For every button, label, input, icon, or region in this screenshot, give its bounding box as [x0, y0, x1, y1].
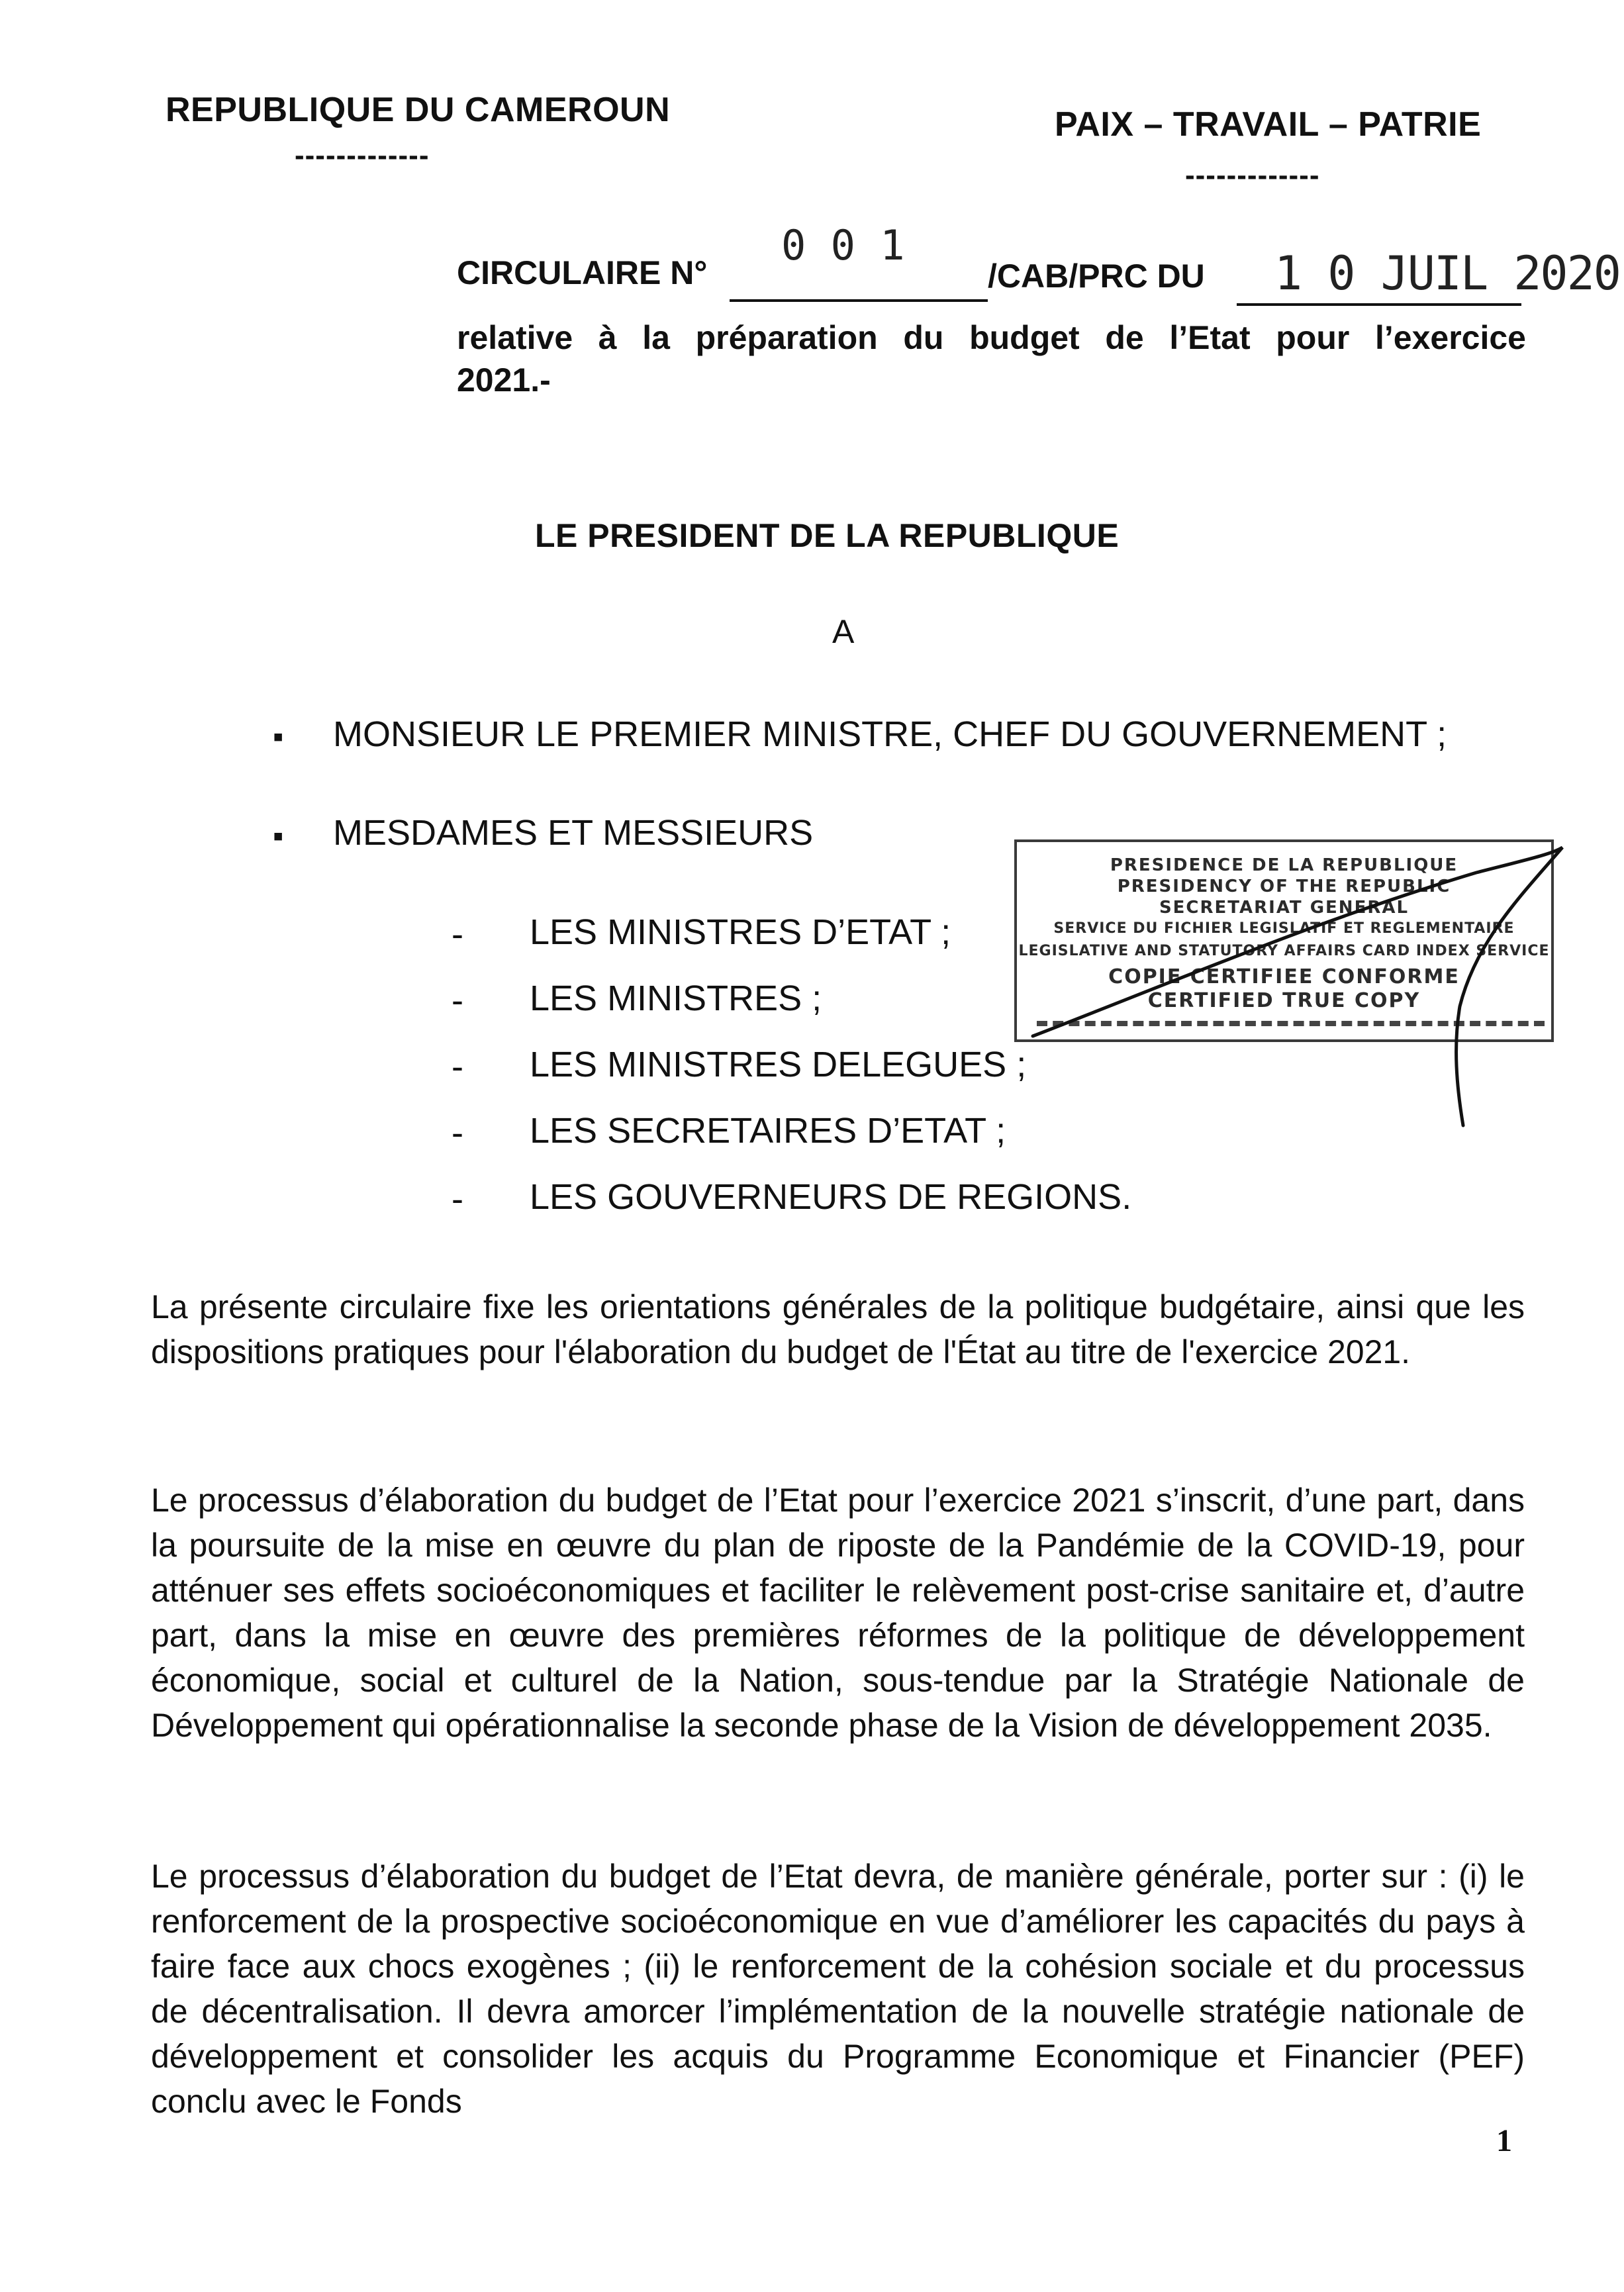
circular-number: 0 0 1 [781, 221, 905, 269]
header-motto: PAIX – TRAVAIL – PATRIE [1055, 105, 1482, 144]
header-republic: REPUBLIQUE DU CAMEROUN [166, 91, 671, 129]
header-right-dashes: ------------- [1185, 159, 1320, 191]
stamp-line-presidency: PRESIDENCY OF THE REPUBLIC [1117, 877, 1451, 896]
dash-4: - [452, 1113, 463, 1153]
header-left-dashes: ------------- [295, 139, 430, 171]
circular-subject-line2: 2021.- [457, 361, 551, 399]
certified-copy-stamp [1014, 839, 1554, 1042]
circular-middle: /CAB/PRC DU [988, 258, 1205, 295]
stamp-line-secretariat: SECRETARIAT GENERAL [1159, 898, 1409, 918]
dash-3: - [452, 1047, 463, 1086]
stamp-line-copie-conforme: COPIE CERTIFIEE CONFORME [1108, 965, 1460, 988]
recipient-ladies-gentlemen: MESDAMES ET MESSIEURS [333, 813, 814, 853]
stamp-line-service-en: LEGISLATIVE AND STATUTORY AFFAIRS CARD INDEX SERVICE [1018, 943, 1550, 959]
recipient-prime-minister: MONSIEUR LE PREMIER MINISTRE, CHEF DU GOUVERNEMENT ; [333, 714, 1447, 754]
dash-1: - [452, 914, 463, 954]
dash-2: - [452, 980, 463, 1020]
recipient-ministers-of-state: LES MINISTRES D’ETAT ; [530, 912, 951, 952]
date-underline [1237, 303, 1521, 306]
bullet-1: ▪ [273, 719, 284, 753]
paragraph-purpose: La présente circulaire fixe les orientations générales de la politique budgétaire, ainsi que les dispositions pratiques pour l'élaboration du budget de l'État au titre de l'exercice 2021. [151, 1288, 1525, 1370]
dash-5: - [452, 1179, 463, 1219]
paragraph-context: Le processus d’élaboration du budget de l’Etat pour l’exercice 2021 s’inscrit, d’une part, dans la poursuite de la mise en œuvre du plan de riposte de la Pandémie de la COVID-19, pour atténuer ses effets socioéconomiques et faciliter le relèvement post-crise sanitaire et, d’autre part, dans la mise en œuvre des premières réformes de la politique de développement économique, social et culturel de la Nation, sous-tendue par la Stratégie Nationale de Développement qui opérationnalise la seconde phase de la Vision de développement 2035. [151, 1482, 1525, 1744]
to-label: A [832, 613, 855, 650]
recipient-secretaries-of-state: LES SECRETAIRES D’ETAT ; [530, 1111, 1006, 1151]
circular-subject-line1: relative à la préparation du budget de l’Etat pour l’exercice [457, 319, 1526, 356]
number-underline [730, 299, 988, 302]
stamp-dashed-rule [1037, 1021, 1545, 1026]
paragraph-priorities: Le processus d’élaboration du budget de l’Etat devra, de manière générale, porter sur : (i) le renforcement de la prospective socioéconomique en vue d’améliorer les capacités du pays à faire face aux chocs exogènes ; (ii) le renforcement de la cohésion sociale et du processus de décentralisation. Il devra amorcer l’implémentation de la nouvelle stratégie nationale de développement et consolider les acquis du Programme Economique et Financier (PEF) conclu avec le Fonds [151, 1858, 1525, 2120]
recipient-ministers: LES MINISTRES ; [530, 979, 822, 1018]
recipient-delegate-ministers: LES MINISTRES DELEGUES ; [530, 1045, 1027, 1084]
stamp-line-service-fr: SERVICE DU FICHIER LEGISLATIF ET REGLEMENTAIRE [1053, 920, 1515, 937]
stamp-line-certified-copy: CERTIFIED TRUE COPY [1147, 989, 1421, 1012]
sender-title: LE PRESIDENT DE LA REPUBLIQUE [535, 517, 1120, 554]
circular-date: 1 0 JUIL 2020 [1274, 246, 1620, 301]
recipient-regional-governors: LES GOUVERNEURS DE REGIONS. [530, 1177, 1132, 1217]
circular-prefix: CIRCULAIRE N° [457, 254, 708, 291]
bullet-2: ▪ [273, 818, 284, 853]
stamp-line-presidence: PRESIDENCE DE LA REPUBLIQUE [1110, 855, 1458, 875]
page-number: 1 [1496, 2123, 1512, 2158]
